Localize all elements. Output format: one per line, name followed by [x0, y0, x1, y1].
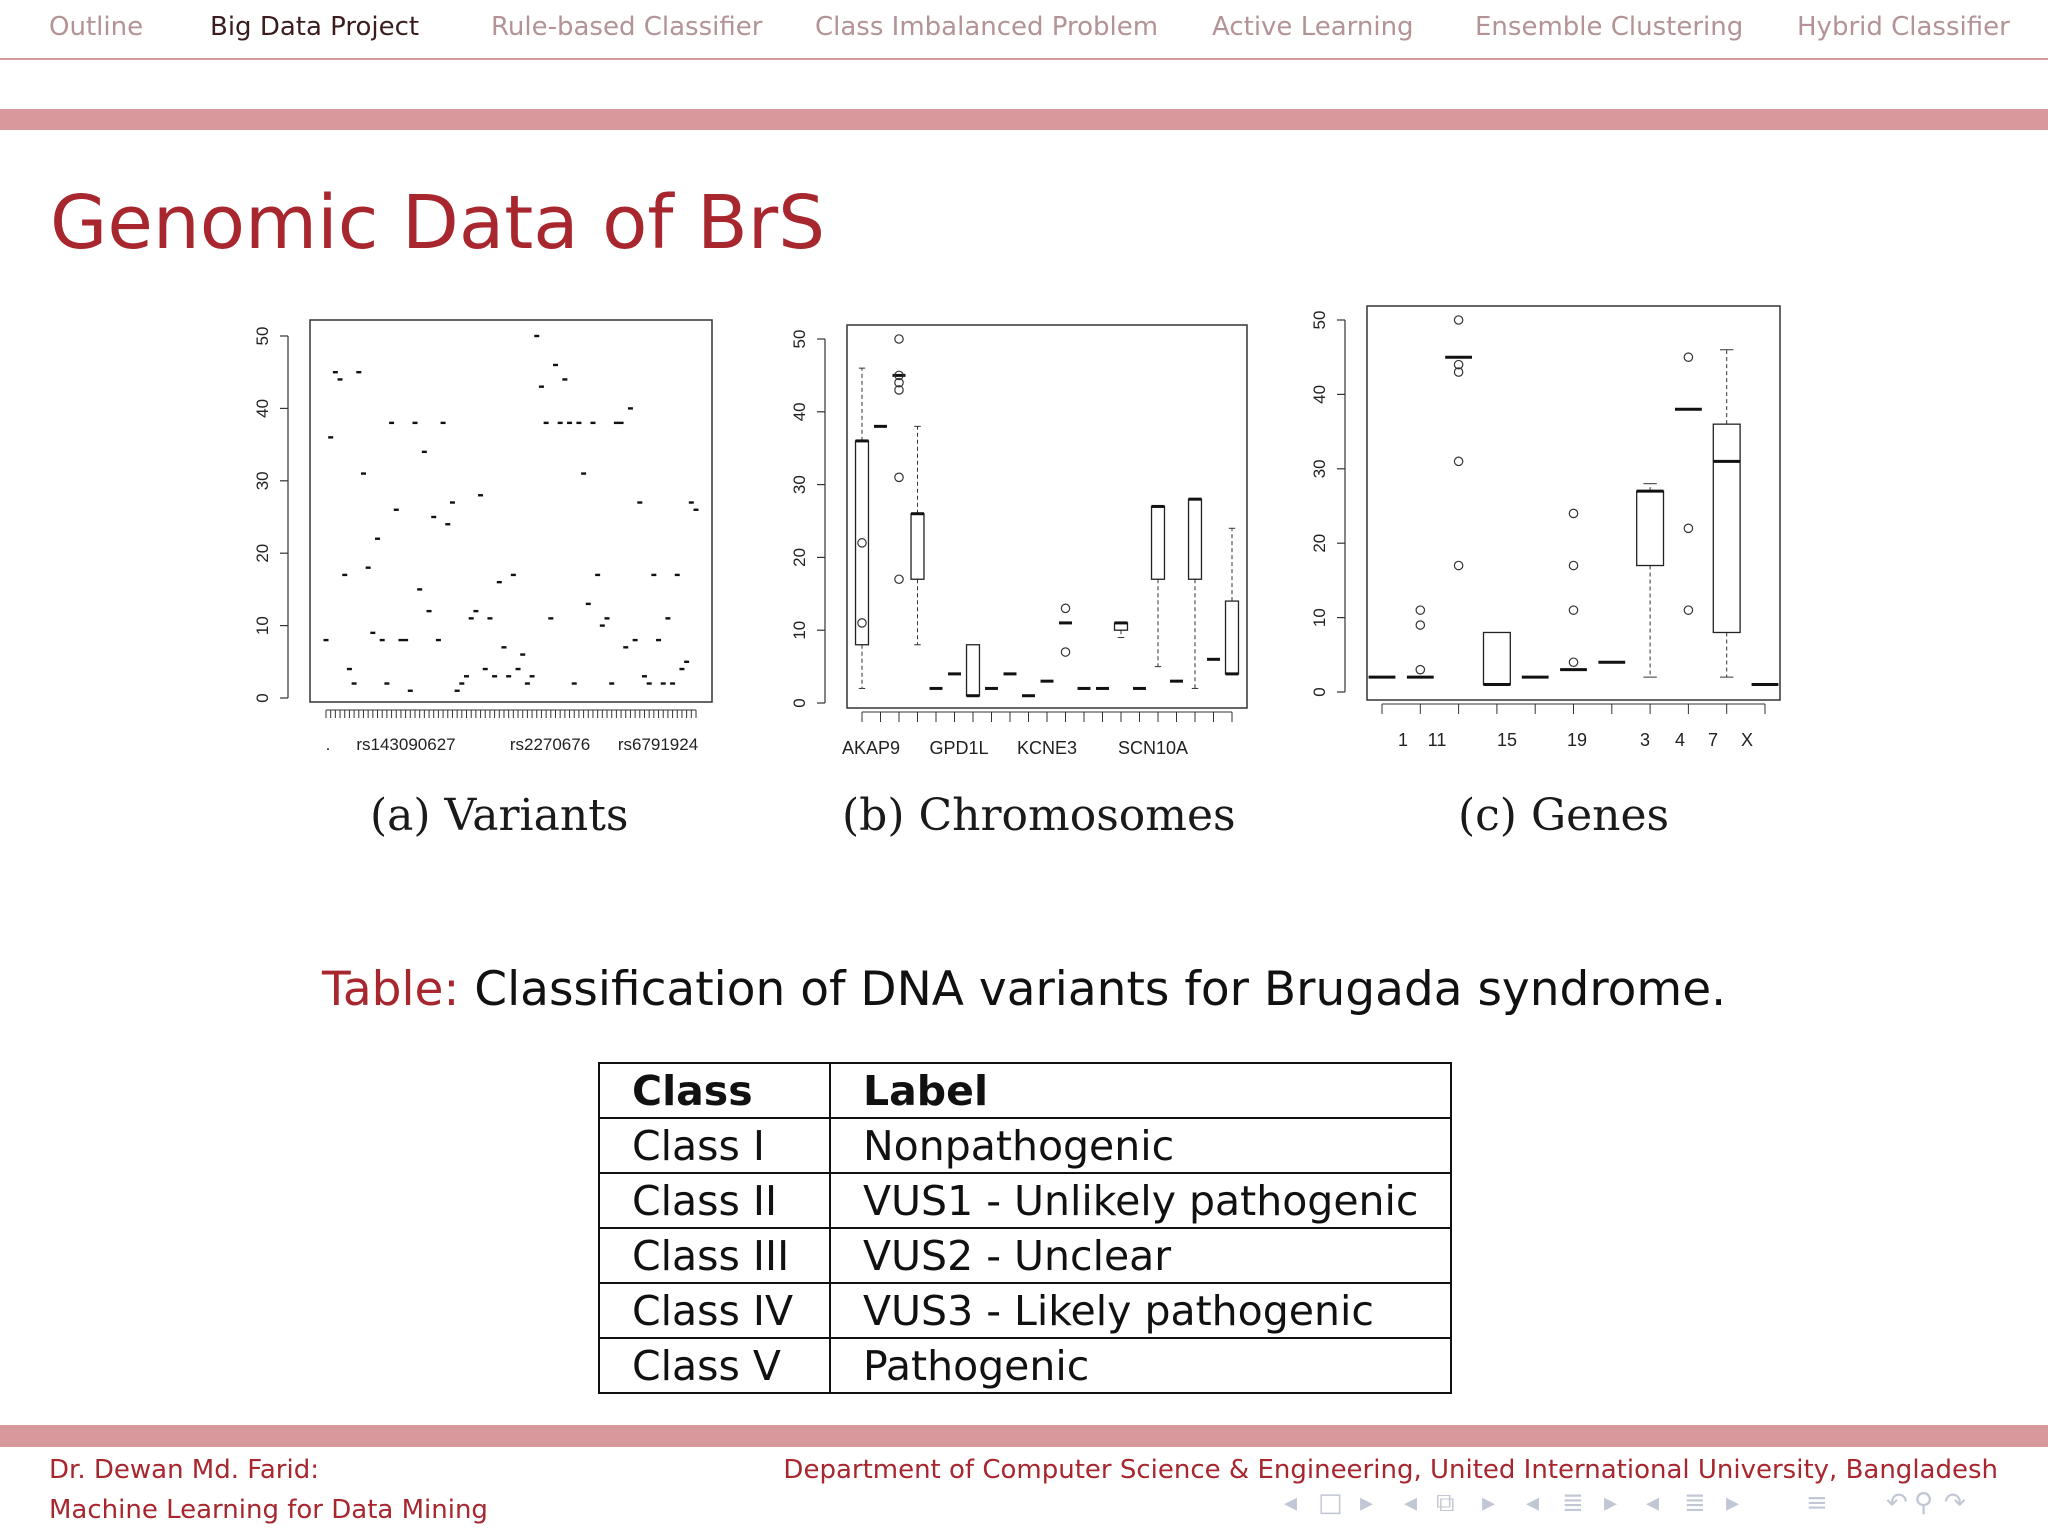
classification-table	[598, 1062, 1452, 1394]
x-tick-label: X	[1740, 730, 1754, 750]
table-row	[599, 1228, 1451, 1283]
prev-section-icon[interactable]: ◂	[1646, 1488, 1660, 1518]
table-caption-label: Table:	[321, 962, 460, 1017]
figure-caption-chromosomes: (b) Chromosomes	[842, 790, 1236, 841]
x-tick-label: GPD1L	[929, 738, 989, 758]
section-navigation-bar	[0, 0, 2048, 60]
x-tick-label: 7	[1707, 730, 1719, 750]
column-header-class: Class	[599, 1063, 830, 1118]
y-tick-label: 20	[1310, 533, 1329, 553]
box	[911, 514, 924, 580]
outlier-point	[1454, 561, 1462, 569]
y-tick-label: 30	[1310, 459, 1329, 479]
x-tick-label: rs6791924	[617, 735, 699, 754]
table-cell-class: Class I	[599, 1118, 830, 1173]
outlier-point	[1416, 665, 1424, 673]
y-tick-label: 0	[253, 693, 272, 703]
footer-affiliation: Department of Computer Science & Engineering, United International University, Bangladesh	[783, 1455, 1998, 1485]
outlier-point	[1454, 316, 1462, 324]
outlier-point	[895, 575, 903, 583]
nav-item-outline[interactable]: Outline	[49, 12, 144, 42]
box	[1483, 632, 1510, 684]
table-cell-label: VUS3 - Likely pathogenic	[830, 1283, 1451, 1338]
y-tick-label: 0	[1310, 687, 1329, 697]
y-tick-label: 40	[253, 398, 272, 418]
slide-title: Genomic Data of BrS	[50, 180, 826, 266]
x-tick-label: 19	[1566, 730, 1588, 750]
header-band	[0, 109, 2048, 130]
next-section-icon[interactable]: ▸	[1604, 1488, 1618, 1518]
table-cell-class: Class III	[599, 1228, 830, 1283]
outlier-point	[1416, 606, 1424, 614]
table-row	[599, 1118, 1451, 1173]
prev-subsection-icon[interactable]: ◂	[1404, 1488, 1418, 1518]
section-icon[interactable]: ≣	[1684, 1488, 1706, 1518]
x-tick-label: rs2270676	[509, 735, 591, 754]
x-tick-label: .	[325, 735, 331, 754]
outlier-point	[1569, 606, 1577, 614]
next-section-icon[interactable]: ▸	[1726, 1488, 1740, 1518]
table-cell-label: Nonpathogenic	[830, 1118, 1451, 1173]
outlier-point	[895, 473, 903, 481]
table-cell-class: Class IV	[599, 1283, 830, 1338]
outlier-point	[1061, 604, 1069, 612]
prev-section-icon[interactable]: ◂	[1526, 1488, 1540, 1518]
x-tick-label: SCN10A	[1117, 738, 1189, 758]
table-cell-label: VUS2 - Unclear	[830, 1228, 1451, 1283]
y-tick-label: 30	[790, 475, 809, 495]
table-row	[599, 1173, 1451, 1228]
footer-course: Machine Learning for Data Mining	[49, 1495, 488, 1525]
nav-item-rule-based-classifier[interactable]: Rule-based Classifier	[491, 12, 763, 42]
y-tick-label: 20	[790, 547, 809, 567]
footer-author: Dr. Dewan Md. Farid:	[49, 1455, 319, 1485]
x-tick-label: KCNE3	[1016, 738, 1078, 758]
prev-frame-icon[interactable]: ◂	[1284, 1488, 1298, 1518]
next-subsection-icon[interactable]: ▸	[1482, 1488, 1496, 1518]
table-caption	[0, 962, 2048, 1017]
y-tick-label: 50	[253, 326, 272, 346]
x-tick-label: 3	[1639, 730, 1651, 750]
back-icon[interactable]: ↶	[1886, 1488, 1908, 1518]
y-tick-label: 40	[790, 402, 809, 422]
nav-item-class-imbalanced-problem[interactable]: Class Imbalanced Problem	[815, 12, 1159, 42]
y-tick-label: 50	[790, 329, 809, 349]
x-tick-label: 4	[1674, 730, 1686, 750]
outlier-point	[895, 335, 903, 343]
box	[1713, 424, 1740, 632]
y-tick-label: 20	[253, 543, 272, 563]
table-cell-label: VUS1 - Unlikely pathogenic	[830, 1173, 1451, 1228]
box	[1189, 499, 1202, 579]
variants-scatter-plot	[253, 312, 728, 762]
outlier-point	[1454, 457, 1462, 465]
box	[1152, 506, 1165, 579]
nav-item-hybrid-classifier[interactable]: Hybrid Classifier	[1797, 12, 2010, 42]
table-cell-class: Class II	[599, 1173, 830, 1228]
forward-icon[interactable]: ↷	[1944, 1488, 1966, 1518]
table-header-row	[599, 1063, 1451, 1118]
outlier-point	[1684, 606, 1692, 614]
column-header-label: Label	[830, 1063, 1451, 1118]
box	[1226, 601, 1239, 674]
plot-frame	[847, 325, 1247, 708]
outlier-point	[1684, 524, 1692, 532]
y-tick-label: 50	[1310, 310, 1329, 330]
outlier-point	[1569, 509, 1577, 517]
x-tick-label: 1	[1397, 730, 1409, 750]
x-tick-label: rs143090627	[356, 735, 456, 754]
x-tick-label: 15	[1496, 730, 1518, 750]
x-tick-label: AKAP9	[841, 738, 901, 758]
box	[1637, 491, 1664, 565]
frame-icon[interactable]: □	[1318, 1488, 1343, 1518]
table-row	[599, 1338, 1451, 1393]
next-frame-icon[interactable]: ▸	[1360, 1488, 1374, 1518]
nav-item-big-data-project[interactable]: Big Data Project	[210, 12, 420, 42]
y-tick-label: 10	[790, 620, 809, 640]
outlier-point	[1416, 621, 1424, 629]
footer-band	[0, 1425, 2048, 1447]
y-tick-label: 0	[790, 698, 809, 708]
chromosomes-box-plot	[790, 312, 1255, 762]
outlier-point	[1061, 648, 1069, 656]
table-cell-label: Pathogenic	[830, 1338, 1451, 1393]
section-icon[interactable]: ≣	[1562, 1488, 1584, 1518]
table-row	[599, 1283, 1451, 1338]
plot-frame	[310, 320, 712, 702]
y-tick-label: 10	[253, 616, 272, 636]
search-icon[interactable]: ⚲	[1914, 1488, 1934, 1518]
nav-item-active-learning[interactable]: Active Learning	[1212, 12, 1414, 42]
outlier-point	[1684, 353, 1692, 361]
table-cell-class: Class V	[599, 1338, 830, 1393]
nav-item-ensemble-clustering[interactable]: Ensemble Clustering	[1475, 12, 1744, 42]
y-tick-label: 10	[1310, 608, 1329, 628]
y-tick-label: 40	[1310, 384, 1329, 404]
subsection-icon[interactable]: ⧉	[1436, 1488, 1455, 1518]
x-tick-label: 11	[1427, 730, 1447, 750]
outlier-point	[1569, 658, 1577, 666]
figure-caption-variants: (a) Variants	[370, 790, 629, 841]
outlier-point	[1569, 561, 1577, 569]
figure-caption-genes: (c) Genes	[1458, 790, 1670, 841]
y-tick-label: 30	[253, 471, 272, 491]
list-icon[interactable]: ≡	[1806, 1488, 1828, 1518]
genes-box-plot	[1310, 300, 1785, 762]
table-caption-text: Classification of DNA variants for Brugada syndrome.	[474, 962, 1727, 1017]
box	[967, 645, 980, 696]
